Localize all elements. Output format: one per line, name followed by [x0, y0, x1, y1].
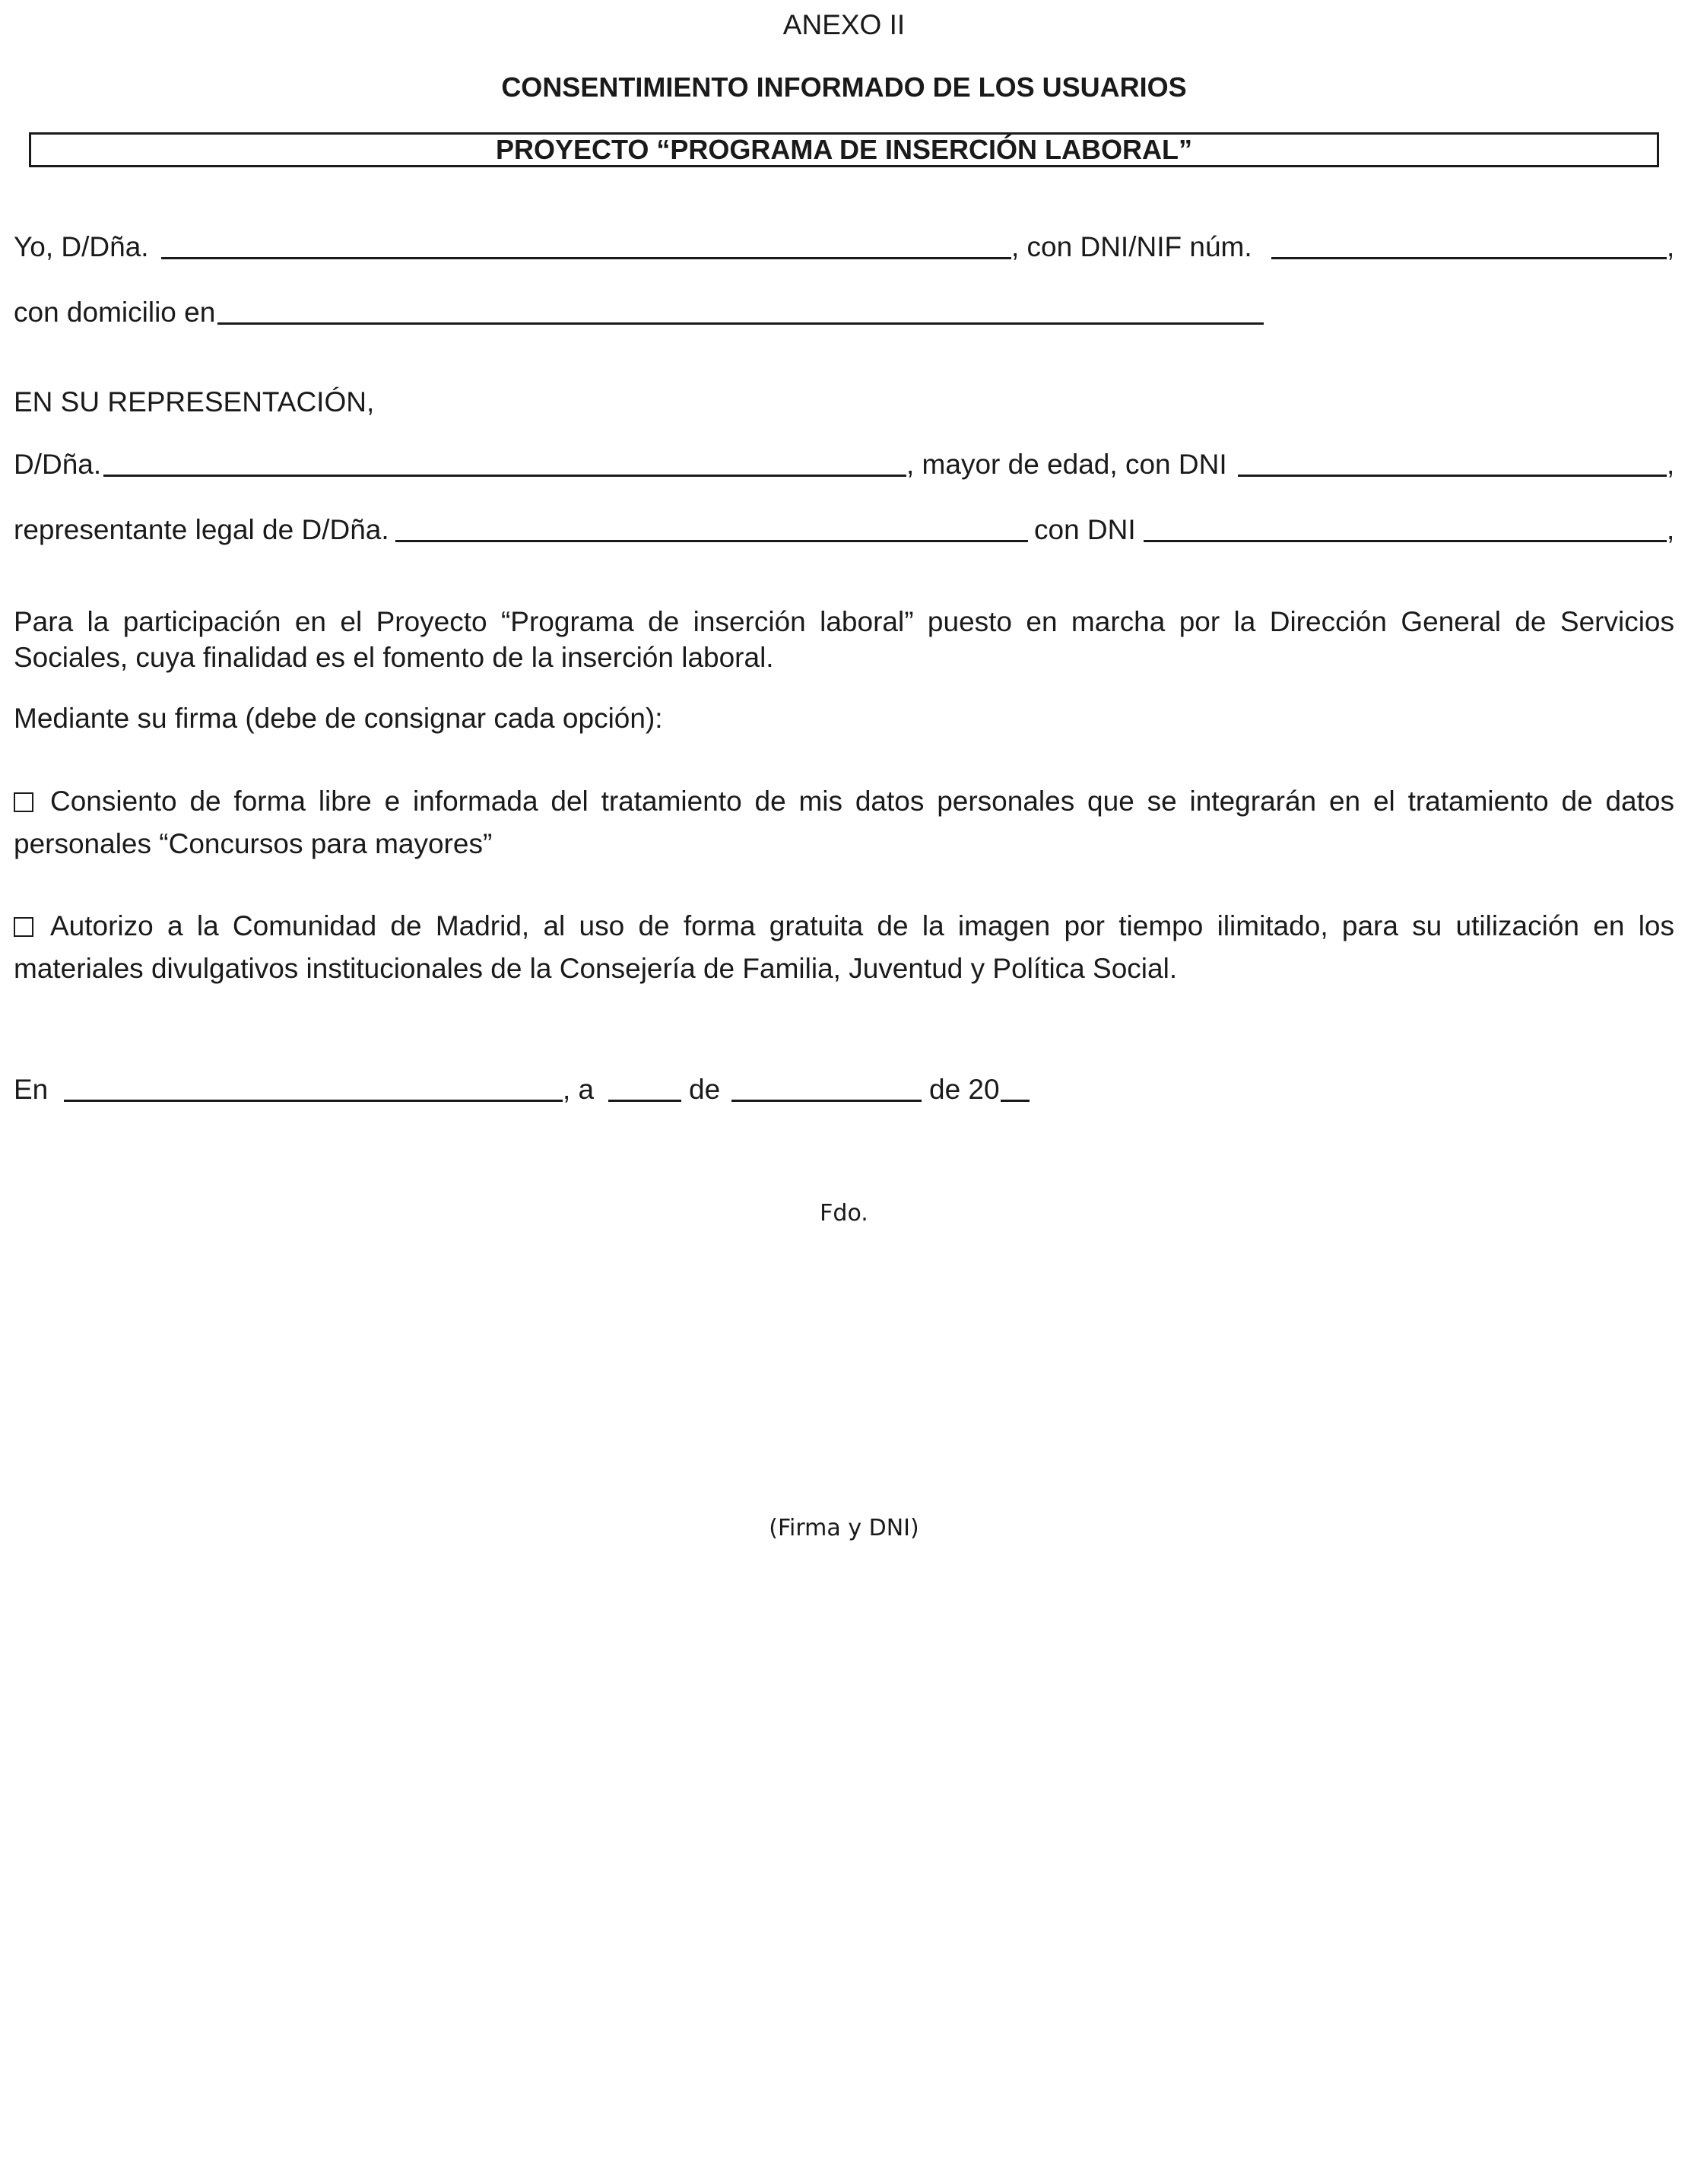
- purpose-paragraph: Para la participación en el Proyecto “Programa de inserción laboral” puesto en marcha por la Dirección General de Servicios Sociales, cuya finalidad es el fomento de la inserción laboral.: [14, 606, 1674, 673]
- document-title: CONSENTIMIENTO INFORMADO DE LOS USUARIOS: [501, 71, 1187, 103]
- consent-option-data: [14, 780, 1674, 865]
- city-field[interactable]: [64, 1100, 563, 1102]
- comma: ,: [1667, 449, 1675, 480]
- date-de-label: de: [689, 1074, 721, 1105]
- project-title: PROYECTO “PROGRAMA DE INSERCIÓN LABORAL”: [495, 134, 1193, 165]
- date-year-label: de 20: [929, 1074, 1000, 1105]
- project-title-box: [29, 132, 1659, 167]
- date-en-label: En: [14, 1074, 49, 1105]
- representation-heading: EN SU REPRESENTACIÓN,: [14, 386, 375, 417]
- date-a-label: , a: [563, 1074, 595, 1105]
- comma: ,: [1667, 231, 1675, 262]
- name-label: Yo, D/Dña.: [14, 231, 149, 262]
- day-field[interactable]: [608, 1100, 681, 1102]
- consent-data-checkbox[interactable]: [14, 792, 33, 812]
- consent-data-label: Consiento de forma libre e informada del tratamiento de mis datos personales que se integrarán en el tratamiento de datos personales “Concursos para mayores”: [14, 786, 1674, 859]
- address-field[interactable]: [217, 322, 1264, 325]
- rep-dni-field[interactable]: [1238, 475, 1667, 477]
- month-field[interactable]: [731, 1100, 922, 1102]
- instruction-text: Mediante su firma (debe de consignar cada opción):: [14, 703, 663, 734]
- legal-rep-label: representante legal de D/Dña.: [14, 514, 389, 545]
- consent-image-checkbox[interactable]: [14, 917, 33, 937]
- rep-age-dni-label: , mayor de edad, con DNI: [906, 449, 1227, 480]
- consent-image-label: Autorizo a la Comunidad de Madrid, al uso de forma gratuita de la imagen por tiempo ilimitado, para su utilización en los materiales divulgativos institucionales de la Consejería de Familia, Juventud y Política Social.: [14, 910, 1674, 984]
- rep-name-field[interactable]: [103, 475, 906, 477]
- dni-label: , con DNI/NIF núm.: [1011, 231, 1252, 262]
- year-field[interactable]: [1001, 1100, 1030, 1102]
- comma: ,: [1667, 514, 1675, 545]
- signature-fdo: Fdo.: [820, 1200, 868, 1227]
- name-field[interactable]: [161, 257, 1011, 259]
- address-label: con domicilio en: [14, 297, 216, 328]
- rep-name-label: D/Dña.: [14, 449, 102, 480]
- consent-option-image: [14, 905, 1674, 990]
- legal-rep-dni-field[interactable]: [1144, 540, 1667, 542]
- legal-rep-dni-label: con DNI: [1034, 514, 1136, 545]
- signature-caption: (Firma y DNI): [769, 1515, 919, 1541]
- annex-label: ANEXO II: [782, 9, 906, 40]
- legal-rep-name-field[interactable]: [395, 540, 1028, 542]
- dni-field[interactable]: [1271, 257, 1667, 259]
